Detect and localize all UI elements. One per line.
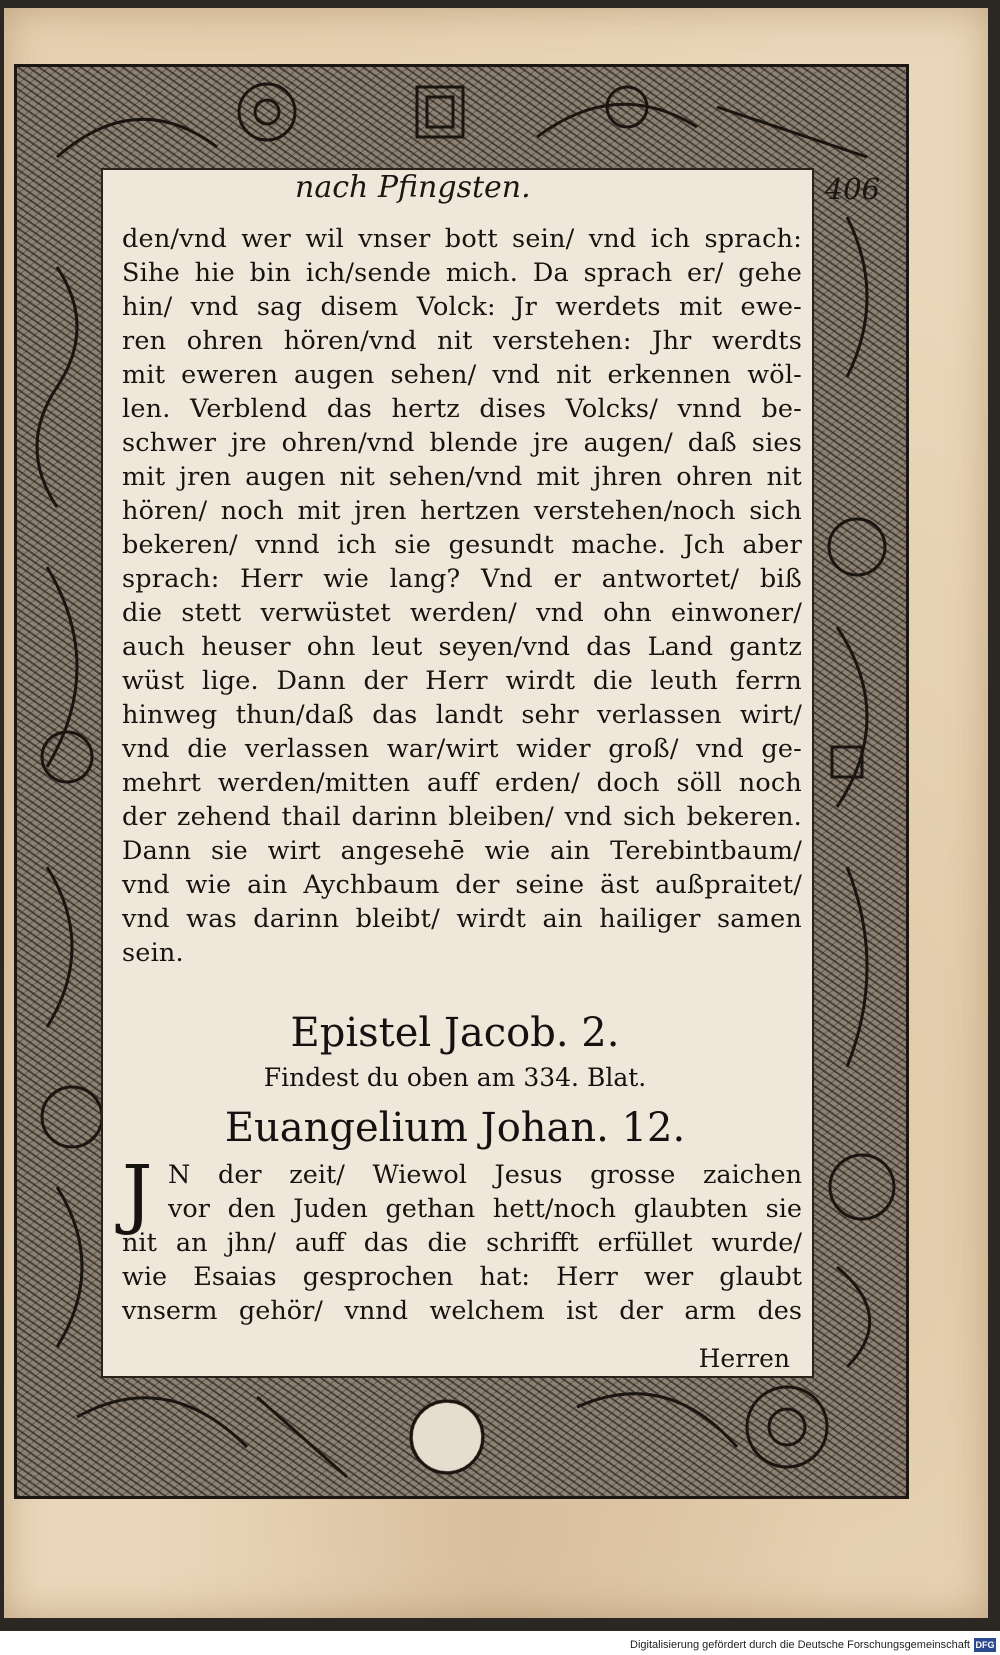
running-head — [100, 170, 880, 214]
text-line: Sihe hie bin ich/sende mich. Da sprach er/ gehe — [122, 258, 802, 288]
catchword: Herren — [698, 1344, 790, 1373]
text-line: vor den Juden gethan hett/noch glaubten sie — [168, 1194, 802, 1224]
text-line: len. Verblend das hertz dises Volcks/ vnnd be- — [122, 394, 802, 424]
text-line: bekeren/ vnnd ich sie gesundt mache. Jch aber — [122, 530, 802, 560]
text-line: mehrt werden/mitten auff erden/ doch söll noch — [122, 768, 802, 798]
text-line: hin/ vnd sag disem Volck: Jr werdets mit ewe- — [122, 292, 802, 322]
reference-note: Findest du oben am 334. Blat. — [263, 1063, 647, 1092]
text-line: auch heuser ohn leut seyen/vnd das Land gantz — [122, 632, 802, 662]
text-line: der zehend thail darinn bleiben/ vnd sich bekeren. — [122, 802, 802, 832]
dfg-logo: DFG — [975, 1640, 995, 1650]
text-line: ren ohren hören/vnd nit verstehen: Jhr werdts — [122, 326, 802, 356]
text-line: sprach: Herr wie lang? Vnd er antwortet/ biß — [122, 564, 802, 594]
text-line: schwer jre ohren/vnd blende jre augen/ daß sies — [122, 428, 802, 458]
gospel-text — [122, 1148, 802, 1328]
text-line: vnd was darinn bleibt/ wirdt ain hailiger samen — [122, 904, 802, 934]
text-line: N der zeit/ Wiewol Jesus grosse zaichen — [168, 1160, 802, 1190]
text-line: vnserm gehör/ vnnd welchem ist der arm des — [122, 1296, 802, 1326]
body-text — [122, 222, 802, 970]
text-line: vnd die verlassen war/wirt wider groß/ vnd ge- — [122, 734, 802, 764]
text-line: wie Esaias gesprochen hat: Herr wer glaubt — [122, 1262, 802, 1292]
text-line: Dann sie wirt angesehē wie ain Terebintbaum/ — [122, 836, 802, 866]
text-line: sein. — [122, 938, 184, 968]
euangelium-heading: Euangelium Johan. 12. — [224, 1105, 686, 1151]
footer-bar — [0, 1631, 1000, 1655]
drop-cap: J — [122, 1148, 153, 1237]
page-number: 406 — [824, 172, 880, 206]
text-line: hören/ noch mit jren hertzen verstehen/noch sich — [122, 496, 802, 526]
running-title: nach Pfingsten. — [295, 170, 531, 205]
text-line: die stett verwüstet werden/ vnd ohn einwoner/ — [122, 598, 802, 628]
text-line: hinweg thun/daß das landt sehr verlassen wirt/ — [122, 700, 802, 730]
text-line: mit eweren augen sehen/ vnd nit erkennen wöl- — [122, 360, 802, 390]
text-line: mit jren augen nit sehen/vnd mit jhren ohren nit — [122, 462, 802, 492]
text-line: wüst lige. Dann der Herr wirdt die leuth ferrn — [122, 666, 802, 696]
text-line: den/vnd wer wil vnser bott sein/ vnd ich sprach: — [122, 224, 802, 254]
text-line: vnd wie ain Aychbaum der seine äst außpraitet/ — [122, 870, 802, 900]
text-line: nit an jhn/ auff das die schrifft erfüllet wurde/ — [122, 1228, 802, 1258]
funding-credit: Digitalisierung gefördert durch die Deutsche Forschungsgemeinschaft — [630, 1639, 970, 1651]
epistel-heading: Epistel Jacob. 2. — [290, 1010, 620, 1056]
